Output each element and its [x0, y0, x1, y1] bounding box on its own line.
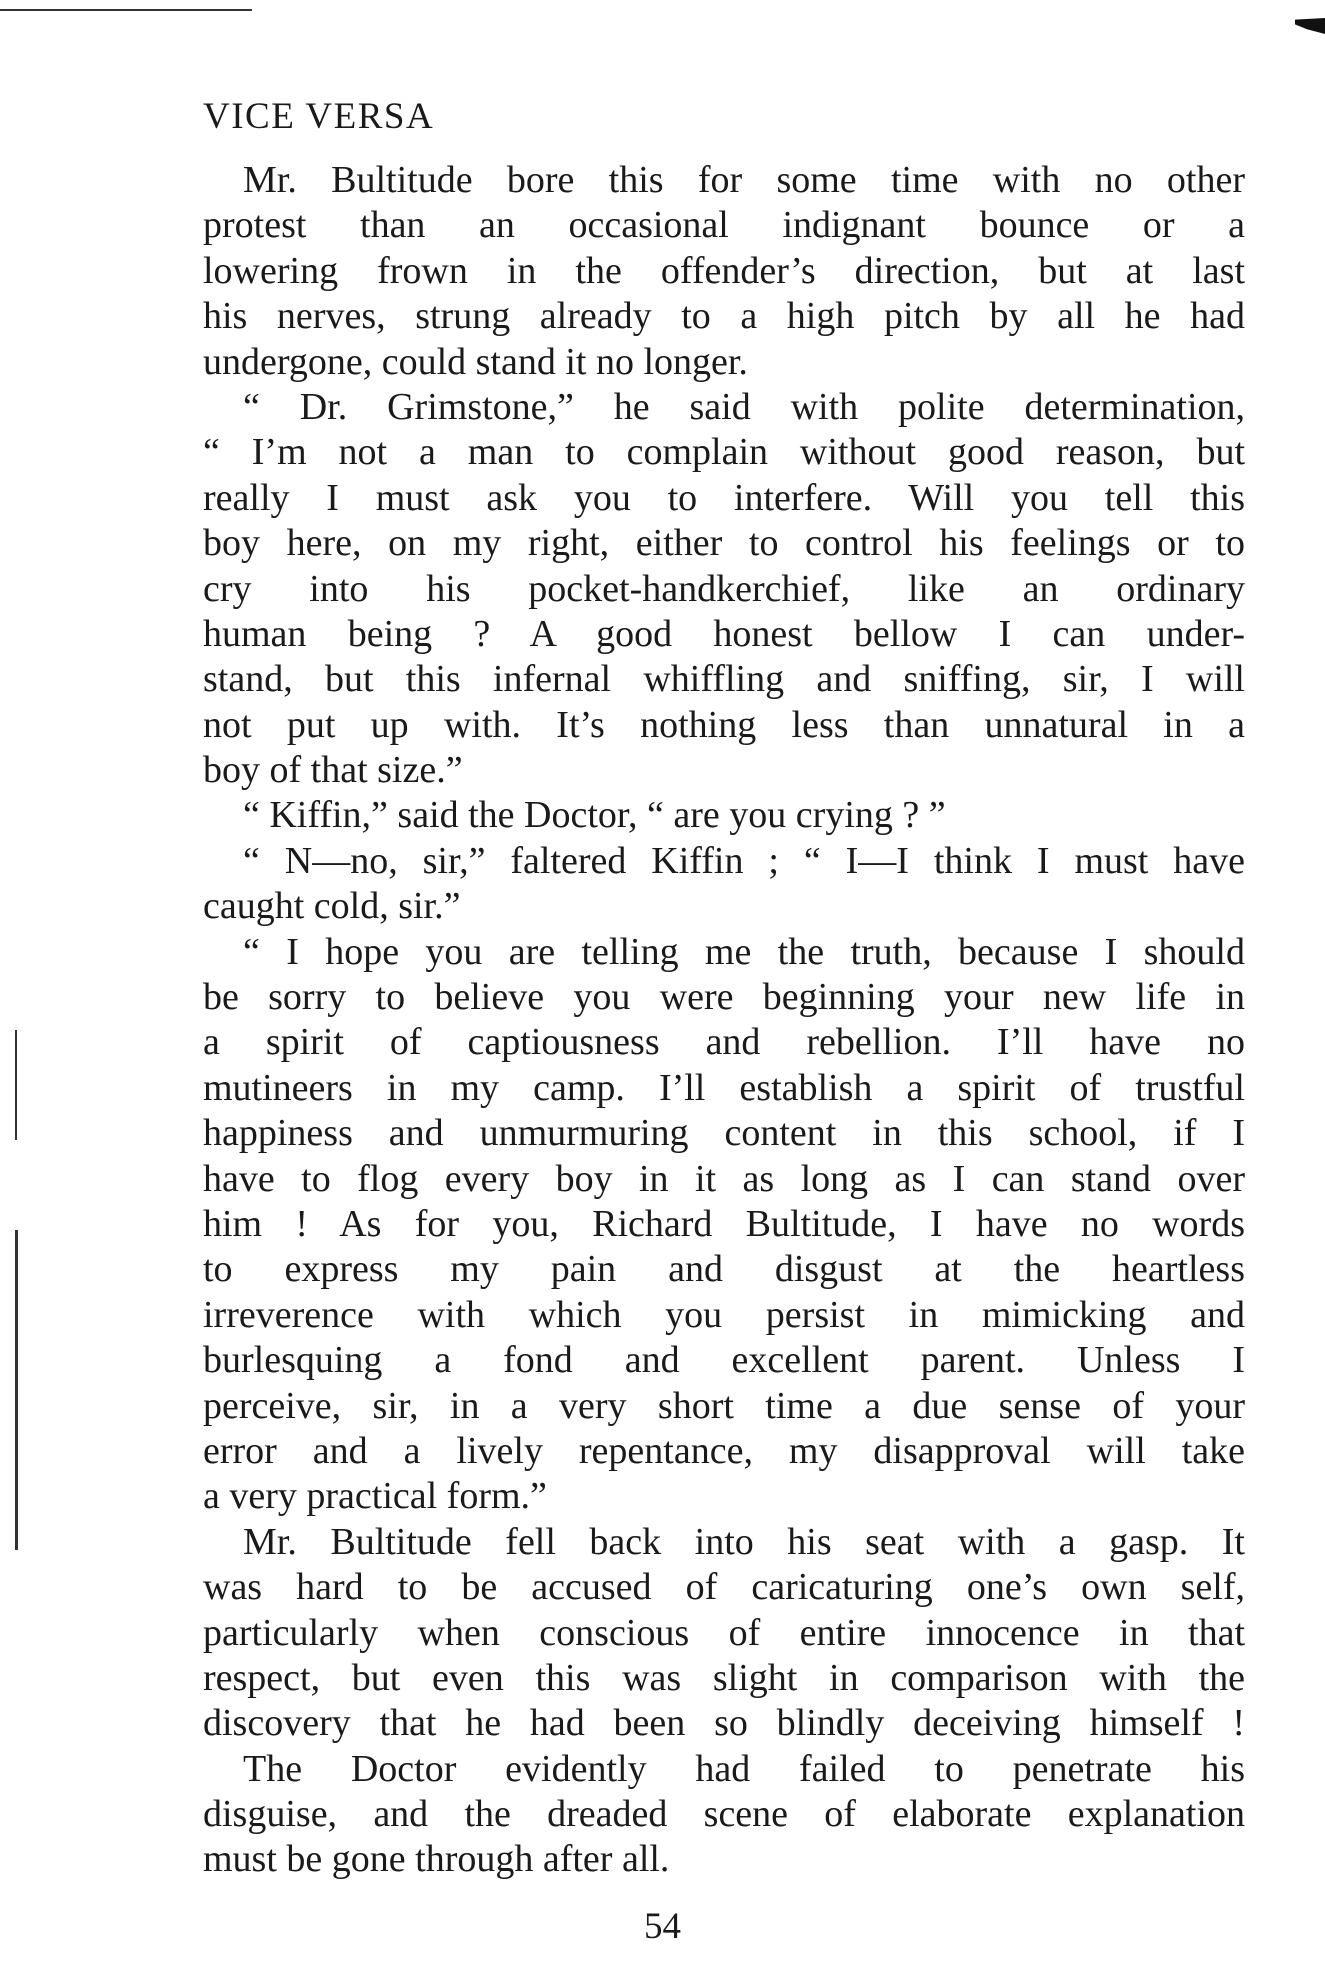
text-line: perceive, sir, in a very short time a due sense of your	[203, 1384, 1245, 1427]
text-line: respect, but even this was slight in comparison with the	[203, 1656, 1245, 1699]
text-line: caught cold, sir.”	[203, 885, 461, 928]
text-line: have to flog every boy in it as long as I can stand over	[203, 1157, 1245, 1200]
text-line: human being ? A good honest bellow I can under-	[203, 612, 1245, 655]
text-line: boy here, on my right, either to control his feelings or to	[203, 522, 1245, 565]
text-line: “ Dr. Grimstone,” he said with polite determination,	[243, 385, 1245, 428]
running-head: VICE VERSA	[203, 96, 435, 137]
text-line: happiness and unmurmuring content in this school, if I	[203, 1112, 1245, 1155]
text-line: be sorry to believe you were beginning your new life in	[203, 976, 1245, 1019]
text-line: irreverence with which you persist in mimicking and	[203, 1293, 1245, 1336]
text-line: protest than an occasional indignant bounce or a	[203, 204, 1245, 247]
text-line: his nerves, strung already to a high pitch by all he had	[203, 295, 1245, 338]
text-line: undergone, could stand it no longer.	[203, 340, 748, 383]
text-line: Mr. Bultitude bore this for some time with no other	[243, 159, 1245, 201]
text-line: The Doctor evidently had failed to penetrate his	[243, 1747, 1245, 1790]
text-line: “ Kiffin,” said the Doctor, “ are you crying ? ”	[243, 794, 946, 837]
binding-line-upper	[15, 1030, 17, 1140]
text-line: Mr. Bultitude fell back into his seat with a gasp. It	[243, 1520, 1245, 1563]
body-text	[203, 158, 1245, 1883]
text-line: burlesquing a fond and excellent parent. Unless I	[203, 1339, 1245, 1382]
text-line: lowering frown in the offender’s direction, but at last	[203, 249, 1245, 292]
text-line: a very practical form.”	[203, 1475, 547, 1518]
text-line: disguise, and the dreaded scene of elaborate explanation	[203, 1793, 1245, 1836]
corner-mark	[1295, 18, 1325, 34]
text-line: particularly when conscious of entire innocence in that	[203, 1611, 1245, 1654]
text-line: to express my pain and disgust at the heartless	[203, 1248, 1245, 1291]
text-line: cry into his pocket-handkerchief, like an ordinary	[203, 567, 1245, 610]
text-line: “ N—no, sir,” faltered Kiffin ; “ I—I think I must have	[243, 839, 1245, 882]
page-number: 54	[644, 1906, 681, 1947]
text-line: discovery that he had been so blindly deceiving himself !	[203, 1702, 1245, 1745]
text-line: not put up with. It’s nothing less than unnatural in a	[203, 703, 1245, 746]
text-line: really I must ask you to interfere. Will you tell this	[203, 476, 1245, 519]
text-line: “ I hope you are telling me the truth, because I should	[243, 930, 1245, 973]
text-line: mutineers in my camp. I’ll establish a spirit of trustful	[203, 1066, 1245, 1109]
text-line: stand, but this infernal whiffling and sniffing, sir, I will	[203, 658, 1245, 701]
text-line: a spirit of captiousness and rebellion. I’ll have no	[203, 1021, 1245, 1064]
text-line: boy of that size.”	[203, 749, 463, 792]
text-line: “ I’m not a man to complain without good reason, but	[203, 431, 1245, 474]
text-line: error and a lively repentance, my disapproval will take	[203, 1429, 1245, 1472]
text-line: him ! As for you, Richard Bultitude, I have no words	[203, 1202, 1245, 1245]
top-rule	[0, 9, 252, 11]
binding-line-lower	[15, 1230, 18, 1550]
text-line: must be gone through after all.	[203, 1838, 670, 1881]
text-line: was hard to be accused of caricaturing one’s own self,	[203, 1566, 1245, 1609]
